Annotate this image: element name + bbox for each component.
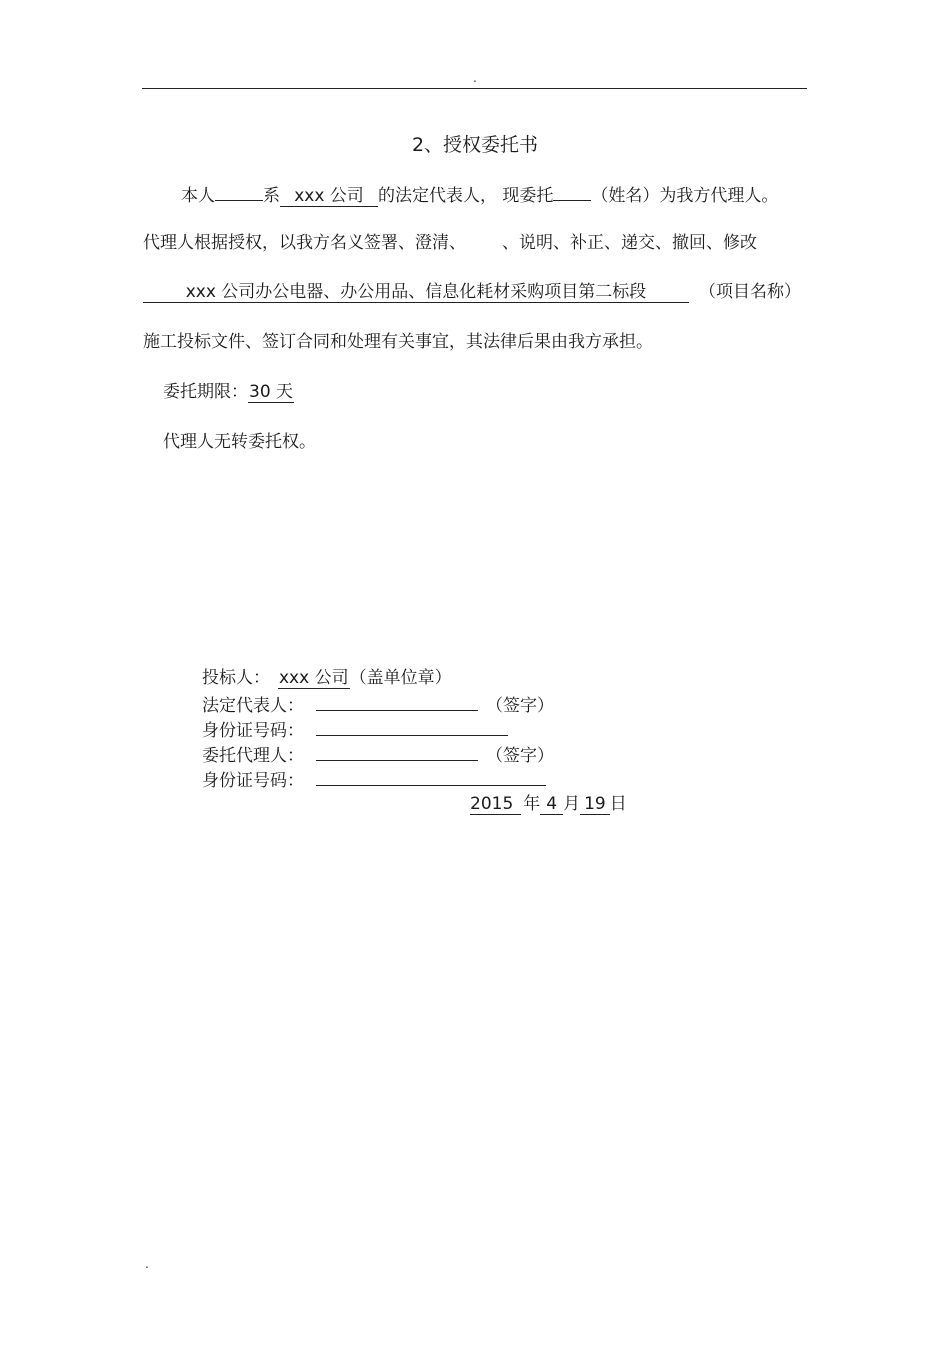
paragraph-1: [181, 182, 778, 207]
paragraph-3: [143, 281, 801, 303]
p1-text-d: （姓名）为我方代理人。: [591, 186, 779, 206]
agent-id-number-field: [316, 767, 546, 786]
p1-text-b: 系: [263, 186, 280, 206]
date-month-unit: 月: [563, 794, 581, 814]
id-number-line: [202, 717, 508, 742]
p1-text-a: 本人: [181, 186, 215, 206]
p1-text-c: 的法定代表人， 现委托: [378, 186, 554, 206]
bidder-value: xxx 公司: [279, 668, 349, 688]
date-month: 4: [540, 794, 563, 815]
id-number-label: 身份证号码：: [202, 721, 304, 741]
term-line: [163, 381, 294, 403]
agent-label: 委托代理人：: [202, 746, 304, 766]
date-year-unit: 年: [523, 794, 541, 814]
paragraph-2: [143, 232, 757, 254]
agent-id-number-label: 身份证号码：: [202, 771, 304, 791]
header-rule: [142, 88, 807, 89]
legal-rep-label: 法定代表人：: [202, 696, 304, 716]
legal-rep-sign-note: （签字）: [486, 696, 554, 716]
bidder-label: 投标人：: [202, 668, 270, 688]
footer-dot: .: [145, 1257, 149, 1271]
project-name: xxx 公司办公电器、办公用品、信息化耗材采购项目第二标段: [143, 282, 689, 303]
p1-company: xxx 公司: [280, 186, 378, 207]
date-day-unit: 日: [609, 794, 627, 814]
term-value: 30 天: [249, 382, 294, 402]
date-year: 2015: [470, 794, 521, 815]
agent-line: [202, 742, 554, 767]
agent-signature-field: [316, 742, 478, 761]
blank-agent-name: [553, 182, 591, 201]
legal-rep-line: [202, 692, 554, 717]
id-number-field: [316, 717, 508, 736]
legal-rep-signature-field: [316, 692, 478, 711]
p2-text-b: 、说明、补正、递交、撤回、修改: [502, 233, 757, 253]
p2-text-a: 代理人根据授权，以我方名义签署、澄清、: [143, 233, 466, 253]
bidder-note: （盖单位章）: [349, 668, 452, 688]
bidder-line: [202, 667, 452, 689]
date-day: 19: [580, 794, 610, 815]
document-title: 2、授权委托书: [411, 134, 539, 156]
agent-id-number-line: [202, 767, 546, 792]
paragraph-4: 施工投标文件、签订合同和处理有关事宜，其法律后果由我方承担。: [143, 332, 653, 352]
date-line: [470, 793, 627, 815]
term-label: 委托期限：: [163, 382, 248, 402]
no-transfer-line: 代理人无转委托权。: [163, 432, 316, 452]
project-name-suffix: （项目名称）: [699, 282, 801, 302]
agent-sign-note: （签字）: [486, 746, 554, 766]
header-dot: .: [473, 71, 477, 85]
blank-principal: [215, 182, 263, 201]
